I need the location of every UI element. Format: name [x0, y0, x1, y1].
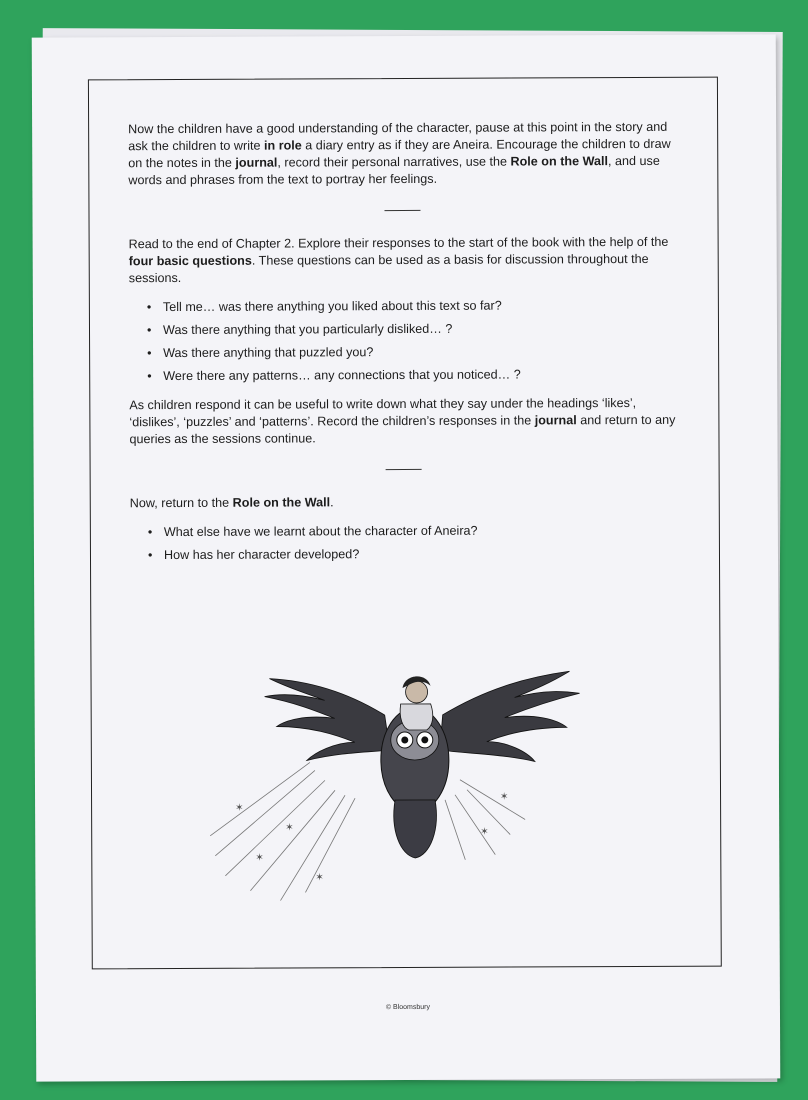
paragraph-role-on-wall: [130, 493, 678, 512]
speed-lines: [210, 761, 526, 900]
bullet-icon: •: [147, 369, 152, 384]
svg-text:✶: ✶: [315, 872, 324, 884]
bullet-icon: •: [146, 323, 152, 338]
stars: [235, 792, 509, 884]
svg-text:✶: ✶: [480, 826, 489, 838]
svg-text:✶: ✶: [235, 802, 244, 814]
right-wing: [439, 671, 579, 762]
svg-text:✶: ✶: [255, 852, 264, 864]
text-run: and return to any queries as the sessions continue.: [129, 412, 676, 447]
bold-run: journal: [534, 413, 577, 428]
bullet-icon: •: [147, 548, 153, 563]
printed-page: [32, 34, 781, 1081]
bold-run: four basic questions: [128, 253, 252, 269]
owl-tail: [394, 800, 437, 858]
list-item-text: Tell me… was there anything you liked about this text so far?: [162, 298, 502, 315]
section-divider: [384, 210, 420, 211]
list-item-text: Was there anything that puzzled you?: [163, 345, 374, 361]
text-run: As children respond it can be useful to write down what they say under the headings ‘likes’, ‘dislikes’, ‘puzzles’ and ‘patterns’. Record the children’s responses in the: [129, 395, 637, 430]
bullet-icon: •: [147, 525, 153, 540]
left-wing: [265, 678, 390, 761]
list-item: [147, 297, 677, 316]
text-run: Now, return to the: [129, 495, 233, 511]
page-content: [128, 119, 678, 570]
copyright-notice: © Bloomsbury: [385, 1003, 431, 1012]
text-run: a diary entry as if they are Aneira. Encourage the children to draw on the notes in the: [128, 136, 671, 171]
list-item: [147, 366, 677, 385]
list-item-text: How has her character developed?: [163, 547, 360, 563]
list-item-text: What else have we learnt about the character of Aneira?: [163, 523, 478, 540]
text-run: . These questions can be used as a basis for discussion throughout the sessions.: [128, 251, 649, 286]
list-item: [148, 522, 678, 541]
list-item-text: Were there any patterns… any connections that you noticed… ?: [163, 367, 521, 384]
text-run: , and use words and phrases from the text to portray her feelings.: [128, 153, 660, 188]
character-question-list: [130, 522, 678, 564]
paragraph-responses: [129, 395, 677, 448]
svg-text:✶: ✶: [500, 791, 509, 803]
owl-illustration: [194, 629, 615, 911]
rider-body: [400, 704, 433, 730]
list-item: [147, 320, 677, 339]
paragraph-diary-entry: [128, 119, 676, 189]
bold-run: journal: [235, 155, 278, 170]
text-run: , record their personal narratives, use the: [277, 154, 511, 170]
list-item: [148, 545, 678, 564]
paragraph-chapter-2: [129, 234, 677, 287]
text-run: .: [330, 495, 334, 510]
svg-text:✶: ✶: [285, 822, 294, 834]
list-item: [147, 343, 677, 362]
section-divider: [386, 469, 422, 470]
bold-run: in role: [263, 138, 302, 153]
bold-run: Role on the Wall: [510, 154, 609, 169]
question-list: [129, 297, 677, 385]
text-run: Read to the end of Chapter 2. Explore their responses to the start of the book with the help of the: [128, 234, 669, 252]
bullet-icon: •: [147, 346, 152, 361]
bullet-icon: •: [146, 300, 152, 315]
list-item-text: Was there anything that you particularly disliked… ?: [162, 321, 453, 338]
bold-run: Role on the Wall: [232, 495, 331, 510]
owl-pupil-right: [421, 736, 428, 743]
owl-pupil-left: [401, 736, 408, 743]
text-run: Now the children have a good understanding of the character, pause at this point in the story and ask the children to write: [128, 119, 668, 154]
